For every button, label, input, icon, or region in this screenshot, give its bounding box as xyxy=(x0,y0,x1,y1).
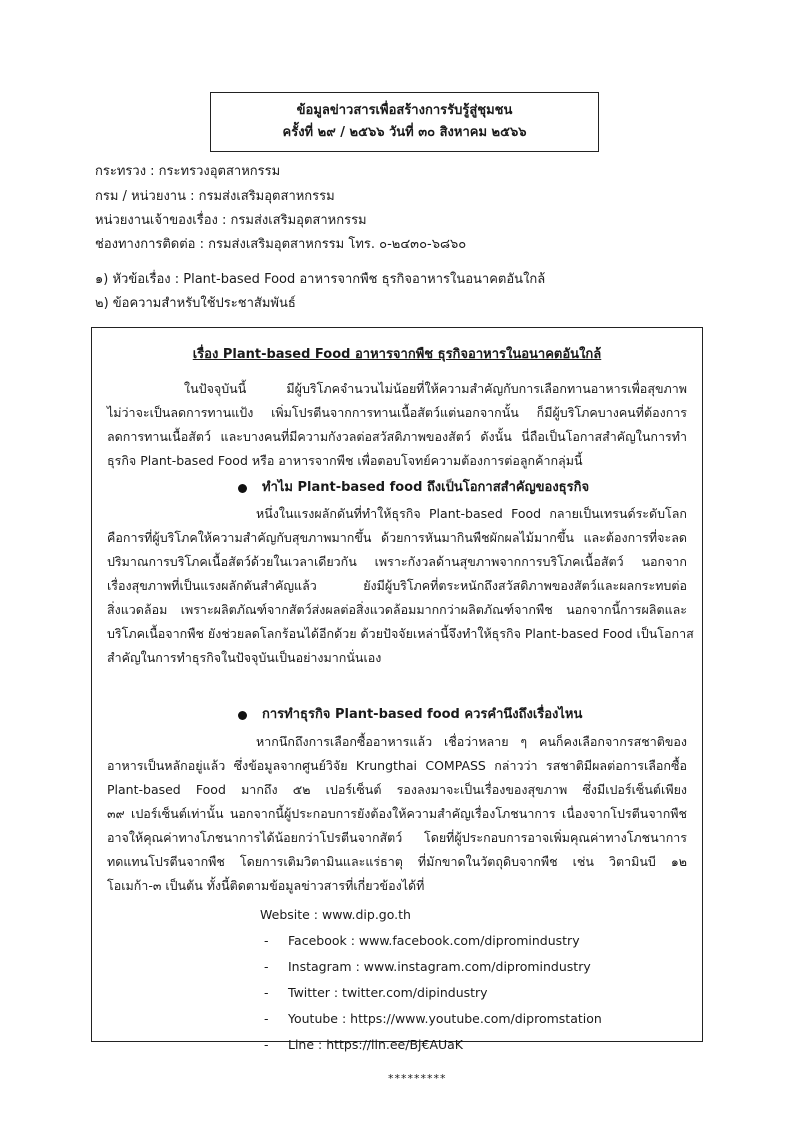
section1-line: หนึ่งในแรงผลักดันที่ทำให้ธุรกิจ Plant-based Food กลายเป็นเทรนด์ระดับโลก xyxy=(256,506,687,521)
header-issue-date: ครั้งที่ ๒๙ / ๒๕๖๖ วันที่ ๓๐ สิงหาคม ๒๕๖๖ xyxy=(282,125,527,140)
section2-line: ๓๙ เปอร์เซ็นต์เท่านั้น นอกจากนี้ผู้ประกอบการยังต้องให้ความสำคัญเรื่องโภชนาการ เนื่องจากโปรตีนจากพืช xyxy=(107,806,687,821)
twitter-link[interactable]: Twitter : twitter.com/dipindustry xyxy=(288,985,488,1000)
header-title: ข้อมูลข่าวสารเพื่อสร้างการรับรู้สู่ชุมชน xyxy=(296,103,513,118)
facebook-link[interactable]: Facebook : www.facebook.com/dipromindustry xyxy=(288,933,580,948)
meta-contact: ช่องทางการติดต่อ : กรมส่งเสริมอุตสาหกรรม โทร. ๐-๒๔๓๐-๖๘๖๐ xyxy=(95,237,467,252)
section2-line: หากนึกถึงการเลือกซื้ออาหารแล้ว เชื่อว่าหลาย ๆ คนก็คงเลือกจากรสชาติของ xyxy=(256,734,687,749)
section1-line: ปริมาณการบริโภคเนื้อสัตว์ด้วยในเวลาเดียวกัน เพราะกังวลด้านสุขภาพจากการบริโภคเนื้อสัตว์ นอกจาก xyxy=(107,554,687,569)
dash-marker: - xyxy=(264,985,269,1000)
line-link[interactable]: Line : https://lin.ee/Bj€AUaK xyxy=(288,1037,464,1052)
dash-marker: - xyxy=(264,1011,269,1026)
article-box xyxy=(91,327,703,1052)
article-title: เรื่อง Plant-based Food อาหารจากพืช ธุรกิจอาหารในอนาคตอันใกล้ xyxy=(192,347,602,362)
bullet-icon xyxy=(238,484,247,493)
section1-line: บริโภคเนื้อจากพืช ยังช่วยลดโลกร้อนได้อีกด้วย ด้วยปัจจัยเหล่านี้จึงทำให้ธุรกิจ Plant-based Food เป็นโอกาส xyxy=(107,626,694,641)
intro-line: ไม่ว่าจะเป็นลดการทานแป้ง เพิ่มโปรตีนจากการทานเนื้อสัตว์แต่นอกจากนั้น ก็มีผู้บริโภคบางคนที่ต้องการ xyxy=(107,405,687,420)
instagram-link[interactable]: Instagram : www.instagram.com/dipromindustry xyxy=(288,959,591,974)
section1-line: สำคัญในการทำธุรกิจในปัจจุบันเป็นอย่างมากนั่นเอง xyxy=(107,650,382,665)
section2-line: ทดแทนโปรตีนจากพืช โดยการเติมวิตามินและแร่ธาตุ ที่มักขาดในวัตถุดิบจากพืช เช่น วิตามินบี ๑๒ xyxy=(107,854,687,869)
section2-line: Plant-based Food มากถึง ๕๒ เปอร์เซ็นต์ รองลงมาจะเป็นเรื่องของสุขภาพ ซึ่งมีเปอร์เซ็นต์เพียง xyxy=(107,782,687,797)
section1-line: เรื่องสุขภาพที่เป็นแรงผลักดันสำคัญแล้ว ยังมีผู้บริโภคที่ตระหนักถึงสวัสดิภาพของสัตว์และผลกระทบต่อ xyxy=(107,578,687,593)
dash-marker: - xyxy=(264,959,269,974)
dash-marker: - xyxy=(264,1037,269,1052)
bullet-icon xyxy=(238,711,247,720)
document-header-box xyxy=(210,92,599,152)
footer-separator: ********* xyxy=(388,1072,447,1085)
meta-topic: ๑) หัวข้อเรื่อง : Plant-based Food อาหารจากพืช ธุรกิจอาหารในอนาคตอันใกล้ xyxy=(95,272,546,287)
section2-heading: การทำธุรกิจ Plant-based food ควรคำนึงถึงเรื่องไหน xyxy=(262,707,583,722)
website-link[interactable]: Website : www.dip.go.th xyxy=(260,907,411,922)
meta-department: กรม / หน่วยงาน : กรมส่งเสริมอุตสาหกรรม xyxy=(95,189,335,204)
section1-line: สิ่งแวดล้อม เพราะผลิตภัณฑ์จากสัตว์ส่งผลต่อสิ่งแวดล้อมมากกว่าผลิตภัณฑ์จากพืช นอกจากนี้การผลิตและ xyxy=(107,602,687,617)
meta-pr-label: ๒) ข้อความสำหรับใช้ประชาสัมพันธ์ xyxy=(95,296,296,311)
intro-line: ลดการทานเนื้อสัตว์ และบางคนที่มีความกังวลต่อสวัสดิภาพของสัตว์ ดังนั้น นี่ถือเป็นโอกาสสำคัญในการทำ xyxy=(107,429,687,444)
meta-owner: หน่วยงานเจ้าของเรื่อง : กรมส่งเสริมอุตสาหกรรม xyxy=(95,213,367,228)
section1-heading: ทำไม Plant-based food ถึงเป็นโอกาสสำคัญของธุรกิจ xyxy=(262,480,590,495)
intro-line: ในปัจจุบันนี้ มีผู้บริโภคจำนวนไม่น้อยที่ให้ความสำคัญกับการเลือกทานอาหารเพื่อสุขภาพ xyxy=(184,381,687,396)
section1-line: คือการที่ผู้บริโภคให้ความสำคัญกับสุขภาพมากขึ้น ด้วยการหันมากินพืชผักผลไม้มากขึ้น และต้องการที่จะลด xyxy=(107,530,687,545)
meta-ministry: กระทรวง : กระทรวงอุตสาหกรรม xyxy=(95,164,281,179)
intro-line: ธุรกิจ Plant-based Food หรือ อาหารจากพืช เพื่อตอบโจทย์ความต้องการต่อลูกค้ากลุ่มนี้ xyxy=(107,453,583,468)
dash-marker: - xyxy=(264,933,269,948)
section2-line: อาจให้คุณค่าทางโภชนาการได้น้อยกว่าโปรตีนจากสัตว์ โดยที่ผู้ประกอบการอาจเพิ่มคุณค่าทางโภชนาการ xyxy=(107,830,687,845)
section2-line: โอเมก้า-๓ เป็นต้น ทั้งนี้ติดตามข้อมูลข่าวสารที่เกี่ยวข้องได้ที่ xyxy=(107,878,425,893)
youtube-link[interactable]: Youtube : https://www.youtube.com/dipromstation xyxy=(288,1011,602,1026)
section2-line: อาหารเป็นหลักอยู่แล้ว ซึ่งข้อมูลจากศูนย์วิจัย Krungthai COMPASS กล่าวว่า รสชาติมีผลต่อการเลือกซื้อ xyxy=(107,758,687,773)
